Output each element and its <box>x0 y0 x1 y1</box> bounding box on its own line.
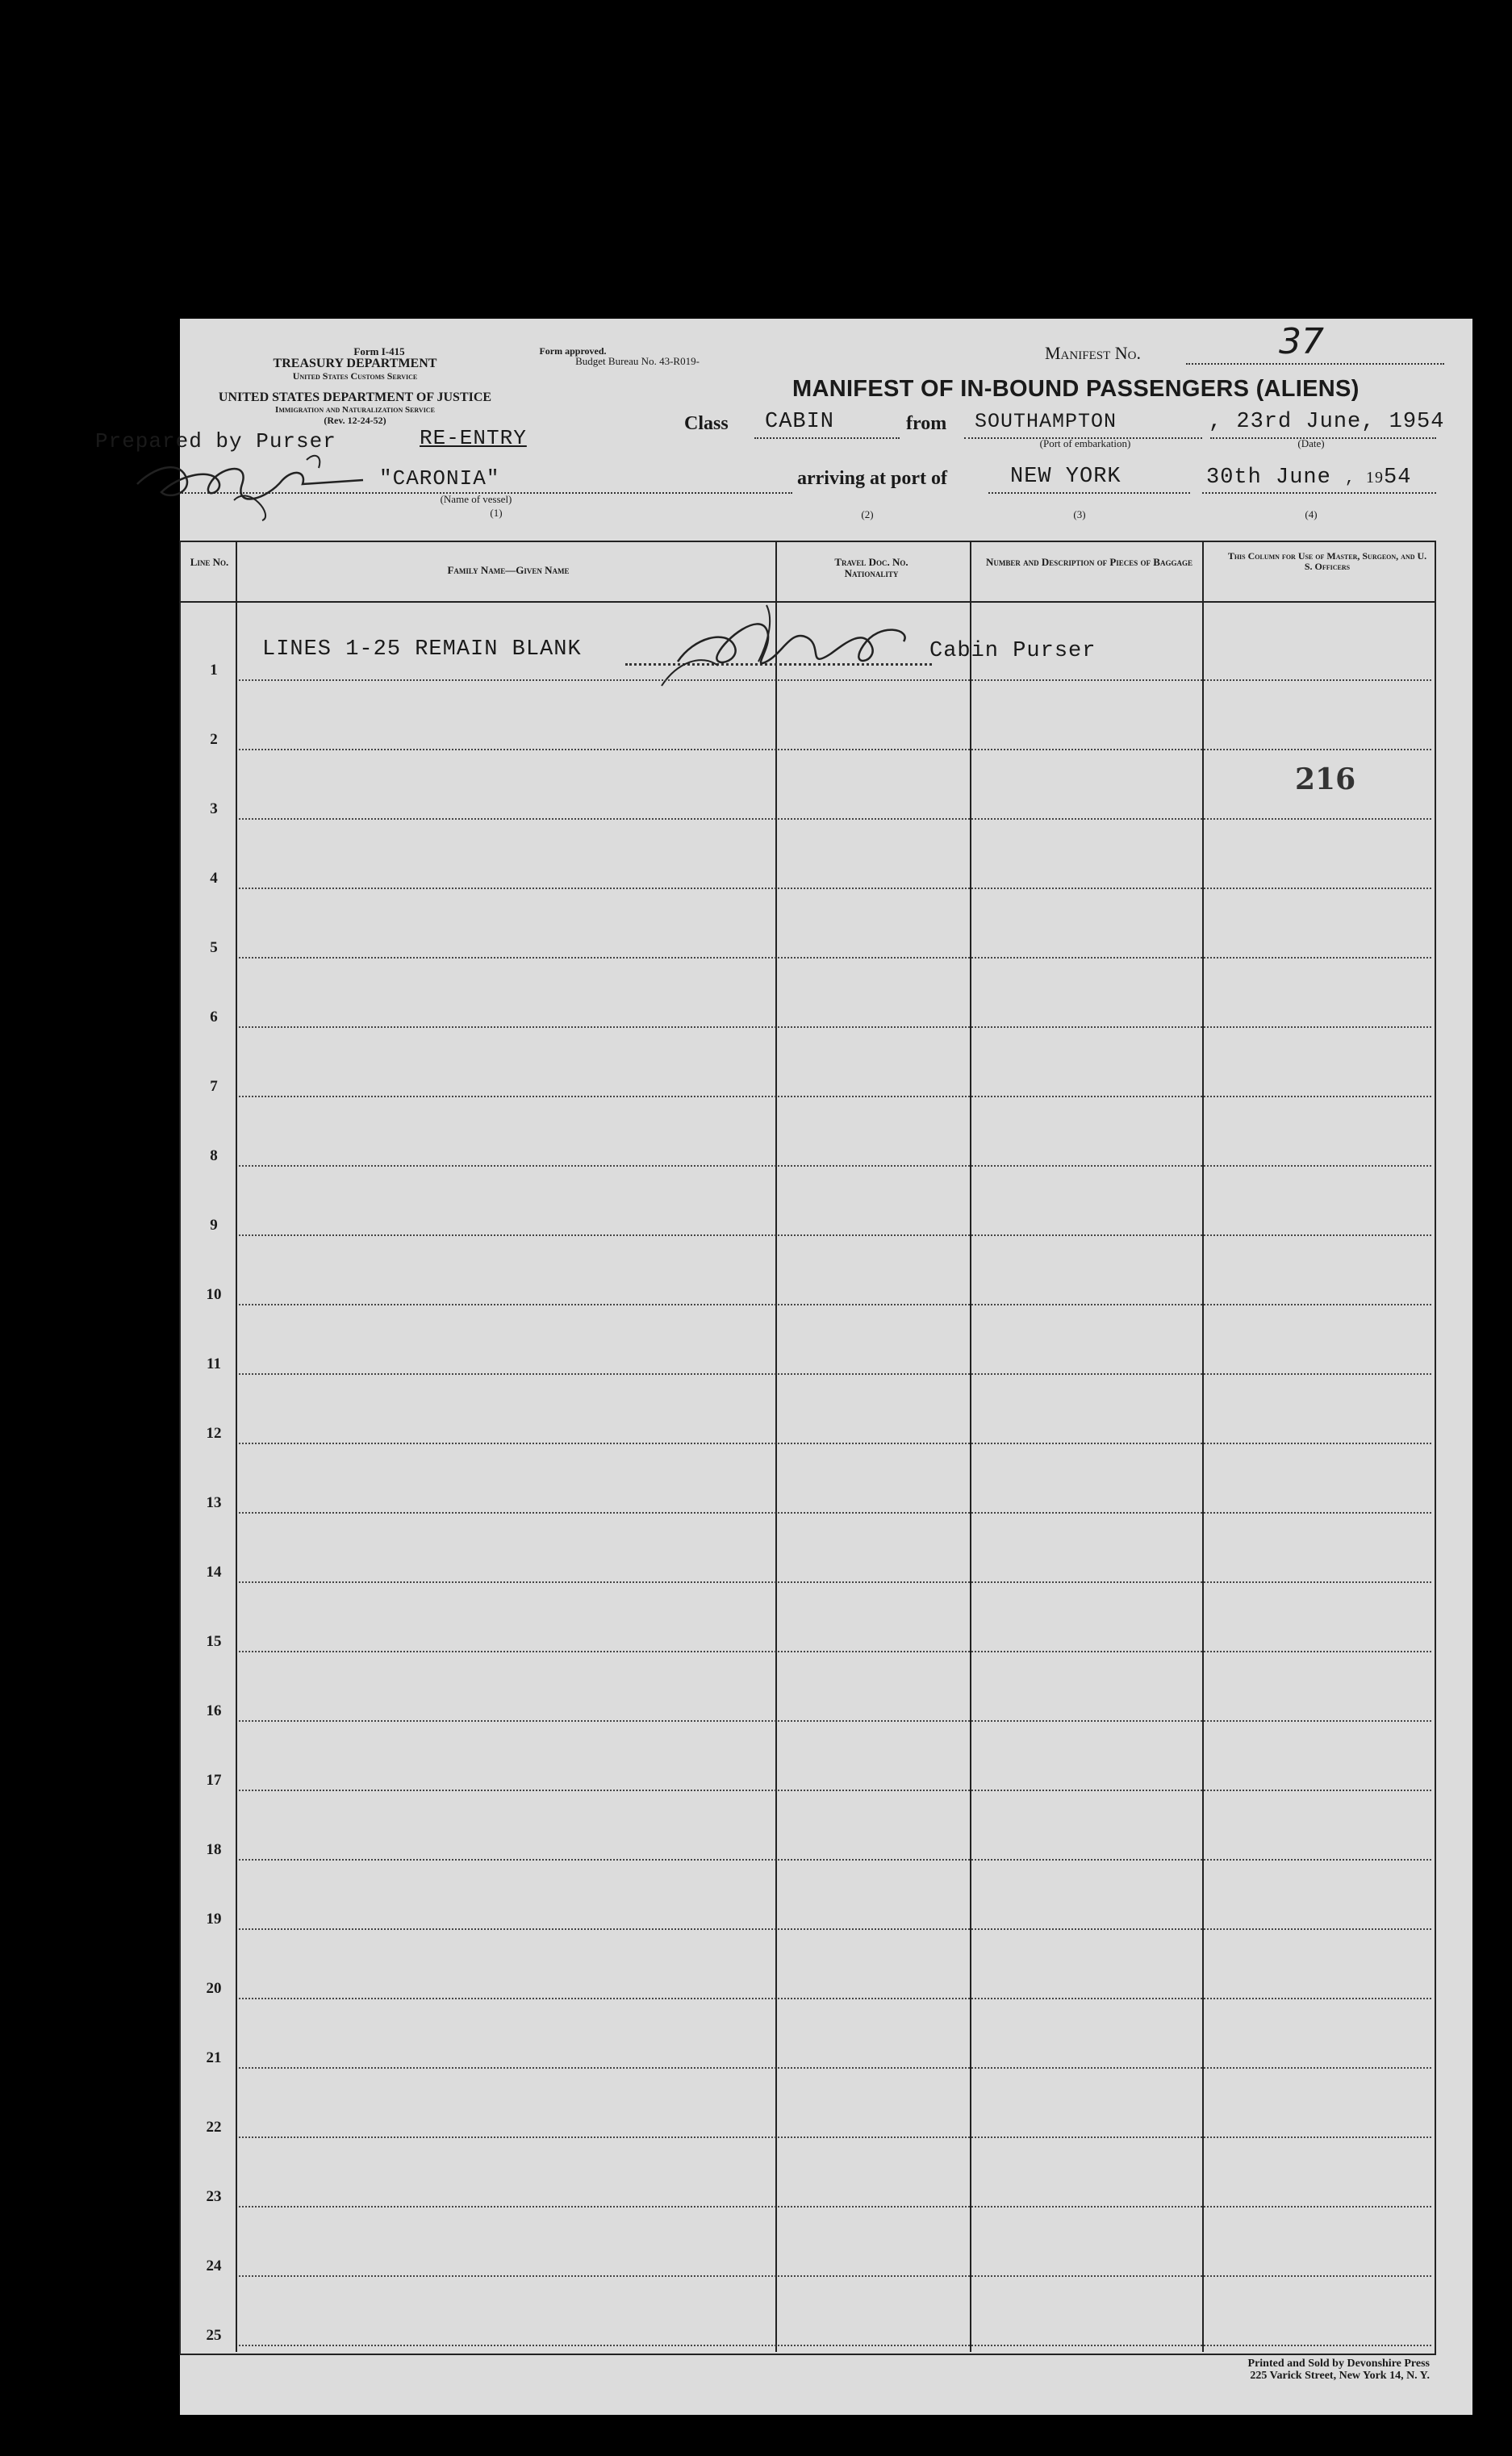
justice-dept: UNITED STATES DEPARTMENT OF JUSTICE <box>218 391 492 404</box>
class-line <box>754 437 900 439</box>
line-number: 24 <box>206 2258 222 2274</box>
manifest-title: MANIFEST OF IN-BOUND PASSENGERS (ALIENS) <box>792 376 1360 402</box>
punch-hole <box>89 1345 127 1384</box>
line-number: 21 <box>206 2049 222 2066</box>
table-row-line <box>239 749 1431 750</box>
arrival-date-text: 30th June <box>1206 466 1331 490</box>
line-number: 20 <box>206 1980 222 1997</box>
table-row-line <box>239 1790 1431 1791</box>
table-row-line <box>239 957 1431 959</box>
vessel-name: "CARONIA" <box>379 466 500 491</box>
line-number: 8 <box>210 1147 218 1164</box>
line-number: 22 <box>206 2119 222 2136</box>
table-row-line <box>239 1998 1431 1999</box>
header-baggage: Number and Description of Pieces of Baggage <box>986 556 1192 568</box>
printer-line2: 225 Varick Street, New York 14, N. Y. <box>1250 2370 1430 2382</box>
table-row-line <box>239 679 1431 681</box>
line-number: 3 <box>210 800 218 817</box>
punch-hole <box>89 1820 127 1859</box>
table-row-line <box>239 818 1431 820</box>
col-ref-3: (3) <box>1073 508 1086 520</box>
revision: (Rev. 12-24-52) <box>324 415 386 426</box>
punch-hole <box>89 2324 127 2362</box>
line-number: 19 <box>206 1911 222 1928</box>
port-embark-caption: (Port of embarkation) <box>1039 437 1131 449</box>
punch-hole <box>89 873 127 912</box>
port-arrival: NEW YORK <box>1010 465 1121 489</box>
form-approved: Form approved. <box>539 345 607 357</box>
table-row-line <box>239 2275 1431 2277</box>
header-line-no: Line No. <box>190 556 229 568</box>
vessel-caption: (Name of vessel) <box>440 493 512 505</box>
col-divider <box>970 541 971 2352</box>
table-row-line <box>239 1720 1431 1722</box>
remain-blank-note: LINES 1-25 REMAIN BLANK <box>262 637 582 662</box>
cabin-purser-title: Cabin Purser <box>929 639 1096 663</box>
manifest-no-label: Manifest No. <box>1045 343 1141 363</box>
manifest-number: 37 <box>1279 321 1324 362</box>
col-ref-4: (4) <box>1305 508 1318 520</box>
arrival-date-line <box>1202 492 1436 494</box>
customs-service: United States Customs Service <box>292 370 418 382</box>
printer-line1: Printed and Sold by Devonshire Press <box>1247 2358 1430 2370</box>
line-number: 4 <box>210 870 218 887</box>
treasury-dept: TREASURY DEPARTMENT <box>273 357 437 370</box>
depart-year: 54 <box>1417 410 1445 434</box>
date-caption: (Date) <box>1297 437 1325 449</box>
form-number: Form I-415 <box>353 345 405 357</box>
table-row-line <box>239 1304 1431 1305</box>
line-number: 23 <box>206 2188 222 2205</box>
table-row-line <box>239 1373 1431 1375</box>
table-row-line <box>239 2206 1431 2207</box>
table-row-line <box>239 1512 1431 1514</box>
table-row-line <box>239 1651 1431 1652</box>
col-divider <box>236 541 237 2352</box>
punch-hole <box>89 2211 127 2249</box>
officer-mark: 216 <box>1295 762 1356 796</box>
table-row-line <box>239 1026 1431 1028</box>
line-number: 11 <box>207 1355 221 1372</box>
col-ref-1: (1) <box>490 507 503 519</box>
header-travel-doc: Travel Doc. No. Nationality <box>834 556 908 579</box>
budget-bureau: Budget Bureau No. 43-R019- <box>575 355 700 367</box>
passenger-table <box>179 541 1436 2355</box>
line-number: 1 <box>210 662 218 679</box>
line-number: 12 <box>206 1425 222 1442</box>
prepared-by: Prepared by Purser <box>95 429 336 453</box>
arrival-port-line <box>988 492 1190 494</box>
depart-date: , 23rd June, 1954 <box>1209 410 1445 434</box>
header-officers: This Column for Use of Master, Surgeon, and U. S. Officers <box>1227 550 1427 572</box>
port-embark: SOUTHAMPTON <box>975 410 1117 433</box>
line-number: 13 <box>206 1494 222 1511</box>
depart-date-text: 23rd June, 19 <box>1236 410 1418 434</box>
table-row-line <box>239 1165 1431 1167</box>
col-divider <box>1202 541 1204 2352</box>
table-row-line <box>239 1581 1431 1583</box>
table-row-line <box>239 1859 1431 1861</box>
line-number: 17 <box>206 1772 222 1789</box>
table-row-line <box>239 1928 1431 1930</box>
line-number: 5 <box>210 939 218 956</box>
punch-hole <box>89 528 127 567</box>
table-row-line <box>239 1443 1431 1444</box>
line-number: 6 <box>210 1009 218 1025</box>
arrival-date: 30th June , 1954 <box>1206 466 1412 490</box>
table-row-line <box>239 2345 1431 2346</box>
table-row-line <box>239 2067 1431 2069</box>
table-row-line <box>239 1096 1431 1097</box>
line-number: 25 <box>206 2327 222 2344</box>
line-number: 9 <box>210 1217 218 1234</box>
line-number: 10 <box>206 1286 222 1303</box>
line-number: 18 <box>206 1841 222 1858</box>
purser-signature <box>121 436 387 524</box>
arrival-year-prefix: 19 <box>1366 469 1385 487</box>
col-ref-2: (2) <box>861 508 874 520</box>
table-row-line <box>239 2136 1431 2138</box>
arrival-year: 54 <box>1384 466 1412 490</box>
arriving-label: arriving at port of <box>797 468 947 489</box>
ins-service: Immigration and Naturalization Service <box>275 405 435 415</box>
line-number: 2 <box>210 731 218 748</box>
class-value: CABIN <box>765 410 835 434</box>
punch-hole <box>89 2177 127 2216</box>
line-number: 15 <box>206 1633 222 1650</box>
from-label: from <box>906 413 947 434</box>
line-number: 14 <box>206 1564 222 1581</box>
table-row-line <box>239 1234 1431 1236</box>
table-row-line <box>239 888 1431 889</box>
header-name: Family Name—Given Name <box>447 564 570 576</box>
class-label: Class <box>684 413 729 434</box>
punch-hole <box>89 365 127 403</box>
punch-hole <box>89 998 127 1037</box>
reentry-label: RE-ENTRY <box>420 426 527 450</box>
col-divider <box>775 541 777 2352</box>
line-number: 16 <box>206 1702 222 1719</box>
manifest-no-line <box>1186 363 1444 365</box>
line-number: 7 <box>210 1078 218 1095</box>
